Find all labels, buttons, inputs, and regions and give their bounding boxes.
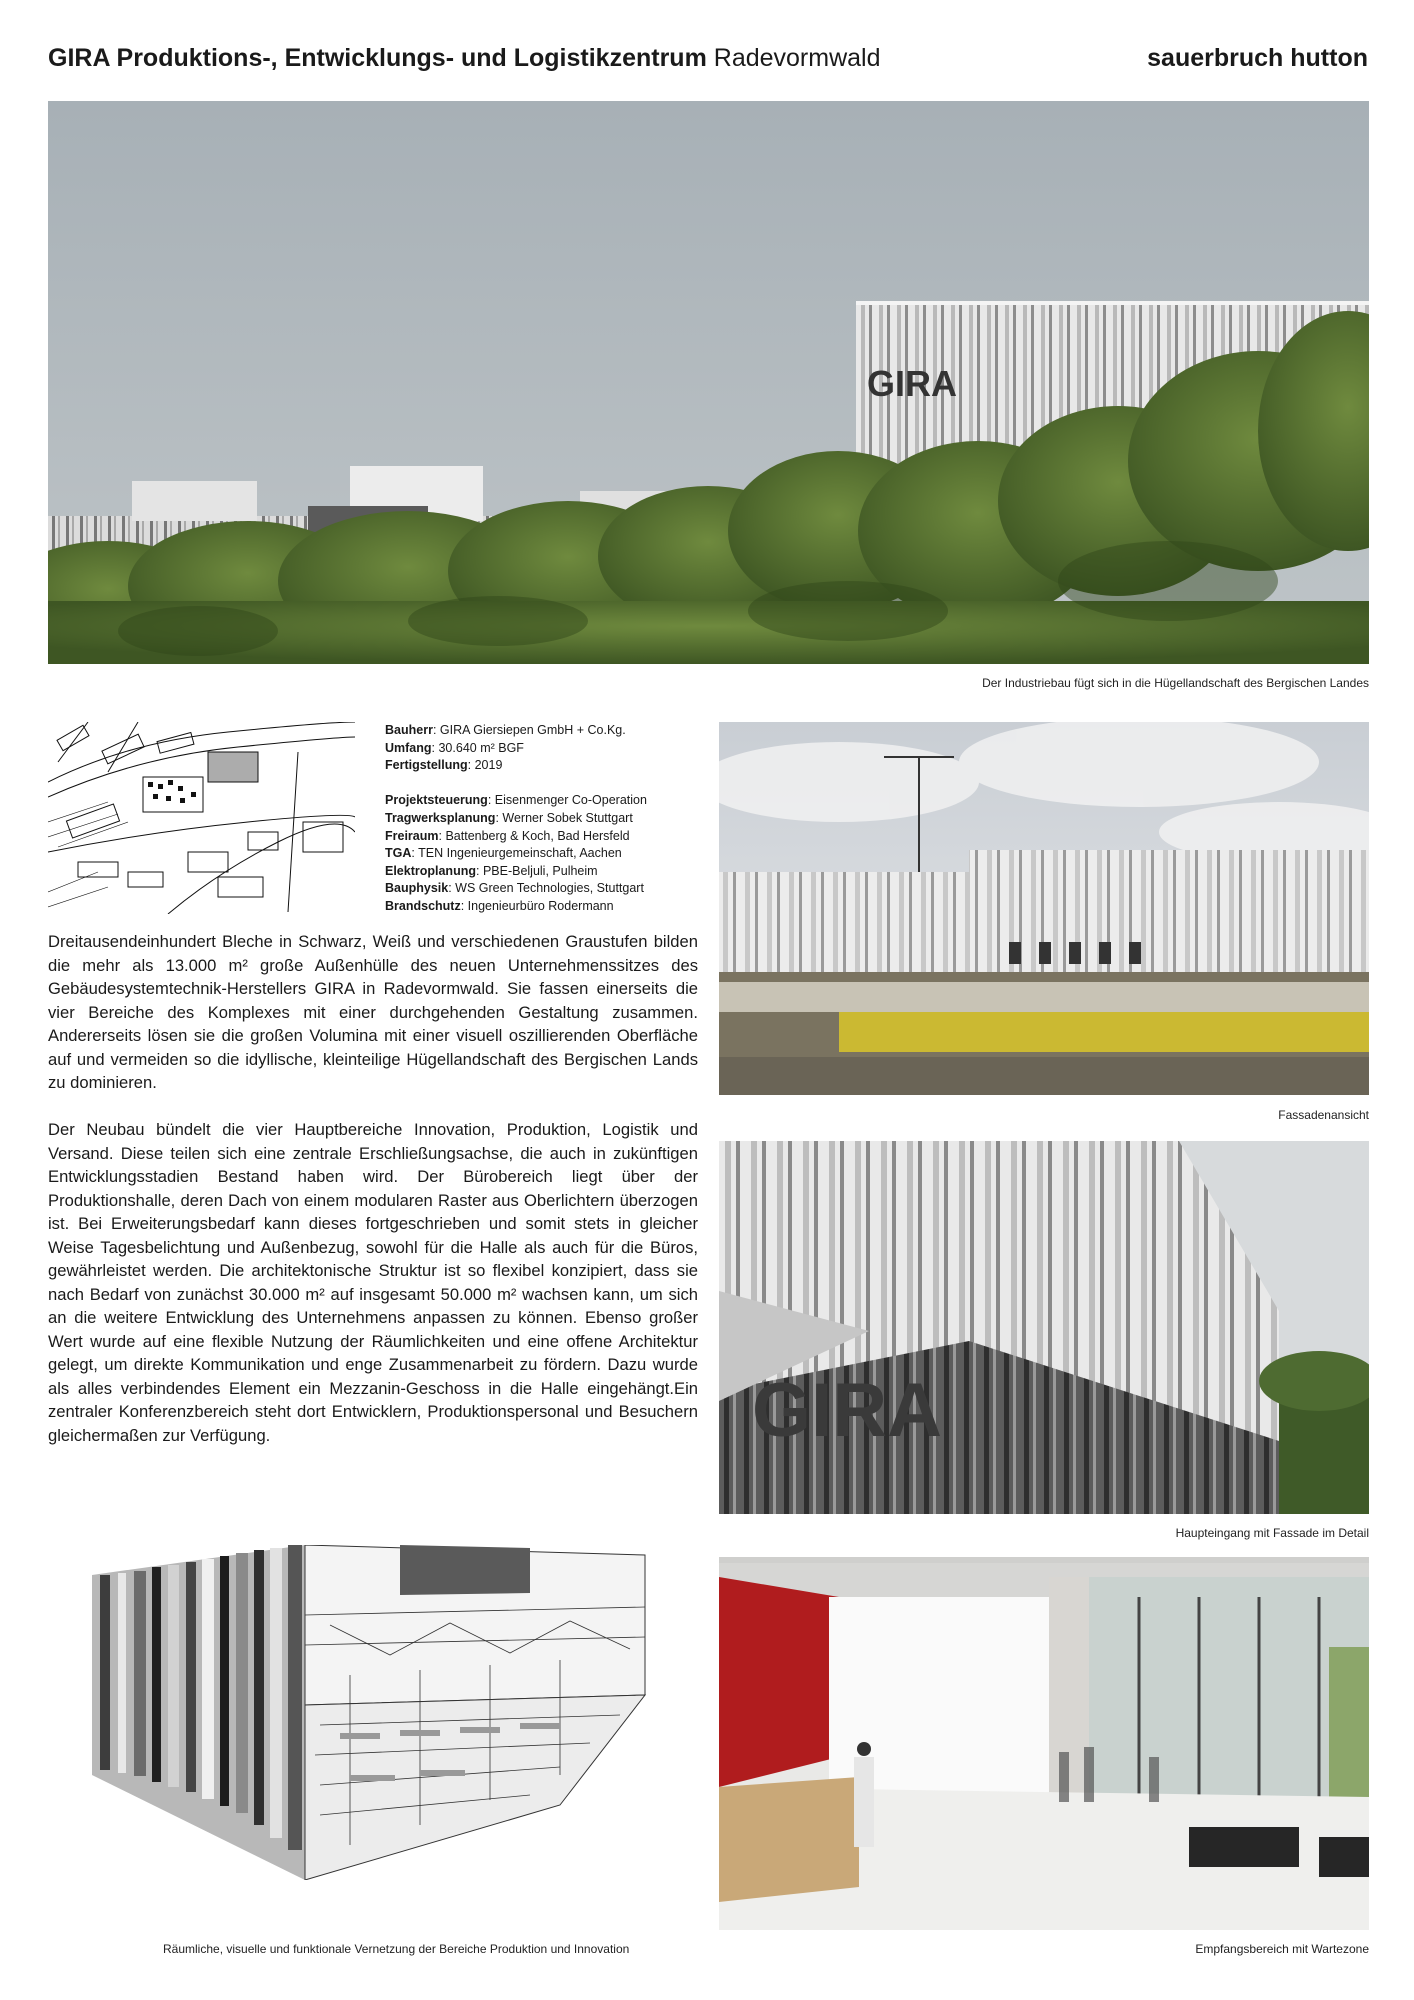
- hero-photo: [48, 101, 1369, 664]
- brand-name: sauerbruch hutton: [1147, 44, 1368, 72]
- fact-row: Bauherr: GIRA Giersiepen GmbH + Co.Kg.: [385, 723, 626, 737]
- hero-caption: Der Industriebau fügt sich in die Hügellandschaft des Bergischen Landes: [982, 676, 1369, 690]
- facade-caption: Fassadenansicht: [1278, 1108, 1369, 1122]
- project-facts: [385, 722, 705, 916]
- fact-row: Freiraum: Battenberg & Koch, Bad Hersfeld: [385, 828, 630, 843]
- fact-row: Tragwerksplanung: Werner Sobek Stuttgart: [385, 810, 633, 825]
- section-caption: Räumliche, visuelle und funktionale Vernetzung der Bereiche Produktion und Innovation: [163, 1942, 630, 1956]
- entrance-caption: Haupteingang mit Fassade im Detail: [1175, 1526, 1369, 1540]
- site-plan: [48, 722, 355, 914]
- entrance-gira-sign: GIRA: [752, 1368, 942, 1453]
- section-drawing: [90, 1545, 650, 1880]
- fact-row: Fertigstellung: 2019: [385, 758, 503, 773]
- fact-row: Projektsteuerung: Eisenmenger Co-Operation: [385, 793, 647, 808]
- fact-row: Umfang: 30.640 m² BGF: [385, 740, 524, 755]
- fact-row: Bauphysik: WS Green Technologies, Stuttgart: [385, 881, 644, 896]
- body-paragraph-2: Der Neubau bündelt die vier Hauptbereiche Innovation, Produktion, Logistik und Versand. Diese teilen sich eine zentrale Erschließungsachse, die auch in zukünftigen Entwicklungsstadien Bestand haben wird. Der Bürobereich liegt über der Produktionshalle, deren Dach von einem modularen Raster aus Oberlichtern überzogen ist. Bei Erweiterungsbedarf kann dieses fortgeschrieben und somit stets in gleicher Weise Tagesbelichtung und Außenbezug, sowohl für die Halle als auch für die Büros, gewährleistet werden. Die architektonische Struktur ist so flexibel konzipiert, dass sie nach Bedarf von zunächst 30.000 m² auf insgesamt 50.000 m² wachsen kann, um sich an die weitere Entwicklung des Unternehmens anpassen zu können. Ebenso großer Wert wurde auf eine flexible Nutzung der Räumlichkeiten und eine offene Architektur gelegt, um direkte Kommunikation und enge Zusammenarbeit zu fördern. Dazu wurde als alles verbindendes Element ein Mezzanin-Geschoss in die Halle eingehängt.Ein zentraler Konferenzbereich steht dort Entwicklern, Produktionspersonal und Besuchern gleichermaßen zur Verfügung.: [48, 1120, 698, 1445]
- title-location: Radevormwald: [713, 44, 881, 72]
- entrance-photo: [719, 1141, 1369, 1514]
- fact-row: Brandschutz: Ingenieurbüro Rodermann: [385, 898, 614, 913]
- reception-photo: [719, 1557, 1369, 1930]
- fact-row: TGA: TEN Ingenieurgemeinschaft, Aachen: [385, 846, 622, 861]
- reception-caption: Empfangsbereich mit Wartezone: [1195, 1942, 1369, 1956]
- hero-gira-sign: GIRA: [867, 363, 957, 404]
- fact-row: Elektroplanung: PBE-Beljuli, Pulheim: [385, 863, 598, 878]
- facade-photo: [719, 722, 1369, 1095]
- title-bold: GIRA Produktions-, Entwicklungs- und Logistikzentrum: [48, 44, 707, 72]
- page-title: [48, 40, 881, 76]
- body-paragraph-1: Dreitausendeinhundert Bleche in Schwarz, Weiß und verschiedenen Graustufen bilden die mehr als 13.000 m² große Außenhülle des neuen Unternehmenssitzes des Gebäudesystemtechnik-Herstellers GIRA in Radevormwald. Sie fassen einerseits die vier Bereiche des Komplexes mit einer durchgehenden Gestaltung zusammen. Andererseits lösen sie die großen Volumina mit einer visuell oszillierenden Oberfläche auf und vermeiden so die idyllische, kleinteilige Hügellandschaft des Bergischen Lands zu dominieren.: [48, 932, 698, 1092]
